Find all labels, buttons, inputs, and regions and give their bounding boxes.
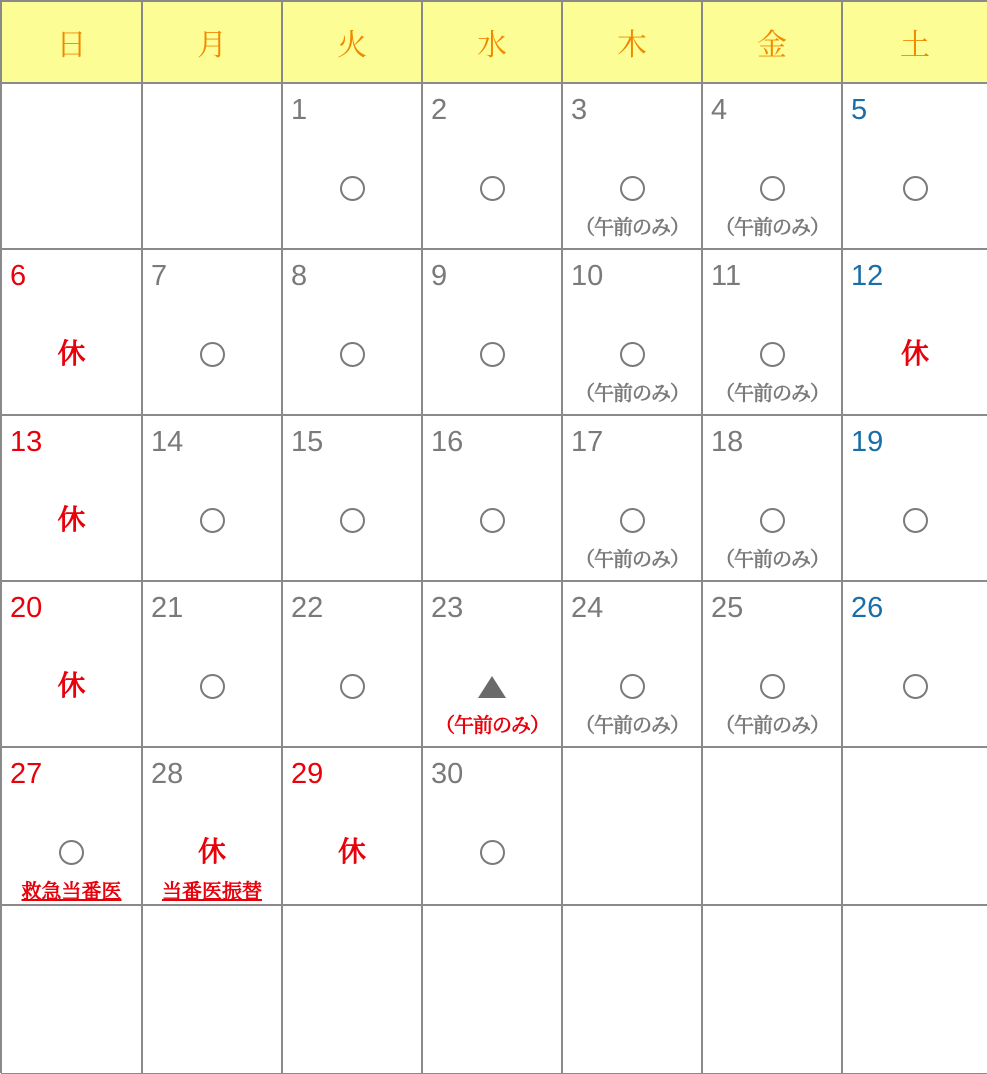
day-cell-16: [422, 415, 562, 581]
open-mark: [143, 500, 281, 540]
day-number: 27: [10, 758, 43, 790]
circle-icon: [340, 674, 365, 699]
open-mark: [703, 666, 841, 706]
day-number: 5: [851, 94, 868, 126]
am-only-note: （午前のみ）: [715, 713, 829, 737]
day-cell-18: [702, 415, 842, 581]
day-cell-14: [142, 415, 282, 581]
empty-cell: [1, 83, 142, 249]
day-cell-2: [422, 83, 562, 249]
empty-cell: [702, 747, 842, 905]
day-number: 24: [571, 592, 604, 624]
open-mark: [703, 500, 841, 540]
am-only-note: （午前のみ）: [715, 381, 829, 405]
closed-mark: [2, 500, 141, 544]
open-mark: [423, 832, 561, 872]
open-mark: [423, 500, 561, 540]
day-number: 1: [291, 94, 308, 126]
open-mark: [283, 500, 421, 540]
day-number: 30: [431, 758, 464, 790]
header-wednesday: 水: [422, 1, 562, 83]
closed-label: 休: [337, 835, 366, 868]
empty-cell: [282, 905, 422, 1074]
day-number: 17: [571, 426, 604, 458]
am-only-note: （午前のみ）: [715, 215, 829, 239]
day-cell-25: [702, 581, 842, 747]
open-mark: [563, 334, 701, 374]
circle-icon: [200, 508, 225, 533]
day-number: 22: [291, 592, 324, 624]
am-only-note: （午前のみ）: [575, 547, 689, 571]
day-cell-19: [842, 415, 987, 581]
open-mark: [143, 334, 281, 374]
day-number: 4: [711, 94, 728, 126]
open-mark: [563, 666, 701, 706]
open-mark: [703, 334, 841, 374]
circle-icon: [620, 674, 645, 699]
am-only-note: （午前のみ）: [575, 381, 689, 405]
circle-icon: [760, 342, 785, 367]
circle-icon: [480, 176, 505, 201]
day-cell-13: [1, 415, 142, 581]
empty-cell: [1, 905, 142, 1074]
circle-icon: [480, 508, 505, 533]
circle-icon: [903, 176, 928, 201]
day-number: 20: [10, 592, 43, 624]
circle-icon: [480, 342, 505, 367]
day-number: 28: [151, 758, 184, 790]
circle-icon: [480, 840, 505, 865]
closed-mark: [283, 832, 421, 876]
am-only-note: （午前のみ）: [575, 713, 689, 737]
header-sunday: 日: [1, 1, 142, 83]
open-mark: [423, 334, 561, 374]
duty-doctor-link[interactable]: 救急当番医: [21, 879, 122, 903]
closed-mark: [843, 334, 987, 378]
circle-icon: [620, 342, 645, 367]
circle-icon: [620, 176, 645, 201]
day-number: 9: [431, 260, 448, 292]
day-number: 8: [291, 260, 308, 292]
empty-cell: [562, 747, 702, 905]
day-number: 6: [10, 260, 27, 292]
header-saturday: 土: [842, 1, 987, 83]
empty-cell: [702, 905, 842, 1074]
am-only-note: （午前のみ）: [575, 215, 689, 239]
closed-label: 休: [197, 835, 226, 868]
open-mark: [843, 168, 987, 208]
day-number: 25: [711, 592, 744, 624]
empty-cell: [562, 905, 702, 1074]
circle-icon: [903, 674, 928, 699]
day-number: 13: [10, 426, 43, 458]
empty-cell: [842, 747, 987, 905]
empty-cell: [142, 905, 282, 1074]
day-cell-1: [282, 83, 422, 249]
open-mark: [563, 168, 701, 208]
closed-label: 休: [57, 669, 86, 702]
day-number: 12: [851, 260, 884, 292]
circle-icon: [59, 840, 84, 865]
day-number: 14: [151, 426, 184, 458]
day-number: 11: [711, 260, 742, 292]
day-cell-9: [422, 249, 562, 415]
duty-doctor-link[interactable]: 当番医振替: [162, 879, 262, 903]
day-number: 3: [571, 94, 588, 126]
open-mark: [283, 666, 421, 706]
day-cell-15: [282, 415, 422, 581]
circle-icon: [760, 176, 785, 201]
circle-icon: [340, 176, 365, 201]
day-number: 19: [851, 426, 884, 458]
day-number: 26: [851, 592, 884, 624]
day-cell-20: [1, 581, 142, 747]
closed-mark: [143, 832, 281, 876]
header-friday: 金: [702, 1, 842, 83]
circle-icon: [620, 508, 645, 533]
day-cell-3: [562, 83, 702, 249]
closed-mark: [2, 666, 141, 710]
circle-icon: [903, 508, 928, 533]
circle-icon: [760, 674, 785, 699]
day-cell-23: [422, 581, 562, 747]
closed-label: 休: [900, 337, 929, 370]
open-mark: [703, 168, 841, 208]
day-number: 21: [151, 592, 184, 624]
day-cell-6: [1, 249, 142, 415]
day-cell-5: [842, 83, 987, 249]
day-cell-8: [282, 249, 422, 415]
day-cell-27: [1, 747, 142, 905]
day-cell-21: [142, 581, 282, 747]
day-cell-24: [562, 581, 702, 747]
day-cell-12: [842, 249, 987, 415]
open-mark: [563, 500, 701, 540]
am-only-note: （午前のみ）: [715, 547, 829, 571]
day-number: 29: [291, 758, 324, 790]
day-cell-11: [702, 249, 842, 415]
empty-cell: [142, 83, 282, 249]
day-number: 16: [431, 426, 464, 458]
day-number: 15: [291, 426, 324, 458]
day-cell-30: [422, 747, 562, 905]
empty-cell: [842, 905, 987, 1074]
open-mark: [283, 334, 421, 374]
open-mark: [423, 168, 561, 208]
circle-icon: [340, 342, 365, 367]
circle-icon: [340, 508, 365, 533]
day-cell-17: [562, 415, 702, 581]
open-mark: [2, 832, 141, 872]
circle-icon: [200, 342, 225, 367]
day-cell-4: [702, 83, 842, 249]
partial-mark: [423, 666, 561, 706]
day-number: 10: [571, 260, 604, 292]
circle-icon: [200, 674, 225, 699]
am-only-note: （午前のみ）: [435, 713, 549, 737]
triangle-icon: [478, 676, 506, 698]
open-mark: [143, 666, 281, 706]
day-cell-7: [142, 249, 282, 415]
closed-label: 休: [57, 337, 86, 370]
day-cell-29: [282, 747, 422, 905]
empty-cell: [422, 905, 562, 1074]
day-cell-10: [562, 249, 702, 415]
circle-icon: [760, 508, 785, 533]
header-thursday: 木: [562, 1, 702, 83]
day-cell-26: [842, 581, 987, 747]
closed-label: 休: [57, 503, 86, 536]
day-number: 2: [431, 94, 448, 126]
open-mark: [843, 666, 987, 706]
day-number: 7: [151, 260, 168, 292]
header-tuesday: 火: [282, 1, 422, 83]
closed-mark: [2, 334, 141, 378]
day-number: 18: [711, 426, 744, 458]
day-number: 23: [431, 592, 464, 624]
day-cell-28: [142, 747, 282, 905]
open-mark: [843, 500, 987, 540]
header-monday: 月: [142, 1, 282, 83]
open-mark: [283, 168, 421, 208]
day-cell-22: [282, 581, 422, 747]
